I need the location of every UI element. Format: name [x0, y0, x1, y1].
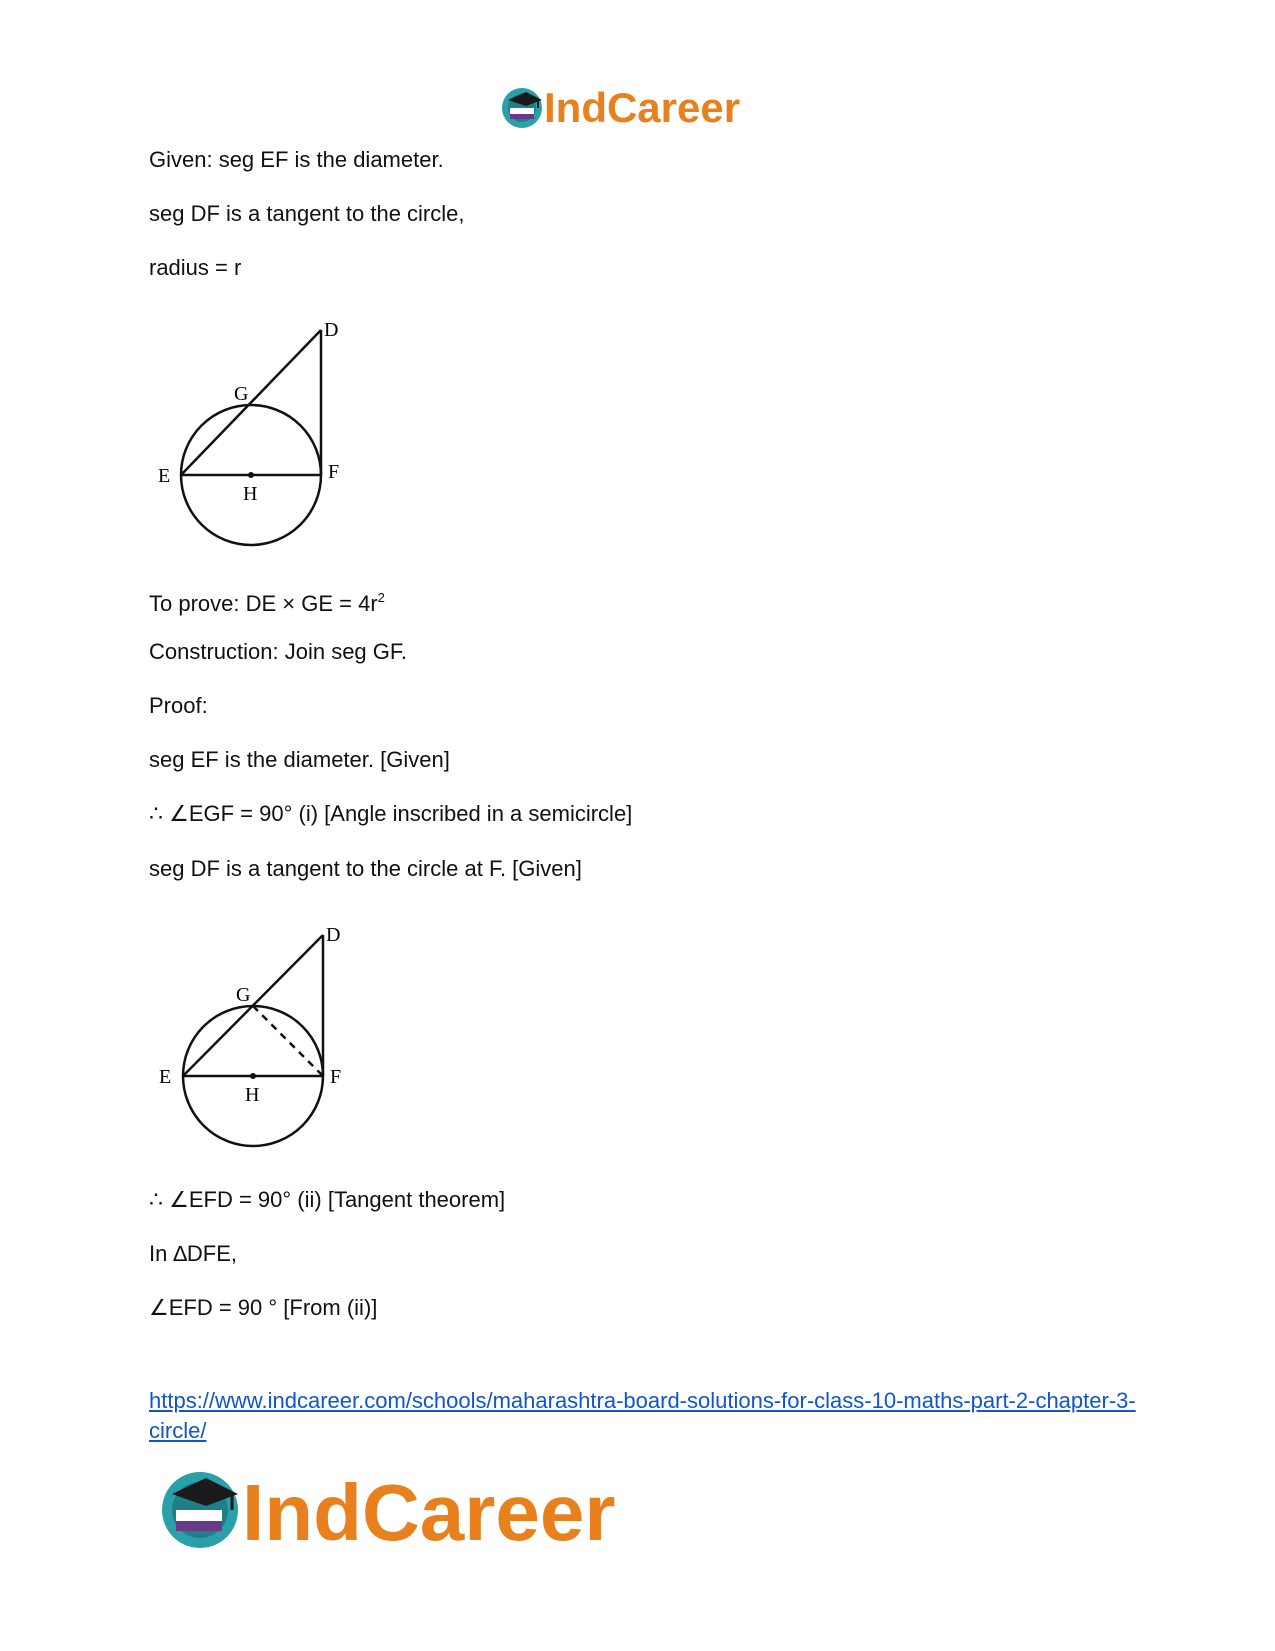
label-g: G — [236, 984, 251, 1006]
proof-step-1: seg EF is the diameter. [Given] — [149, 747, 450, 772]
proof-step-2: ∴ ∠EGF = 90° (i) [Angle inscribed in a semicircle] — [149, 801, 633, 826]
circle-figure-2 — [150, 915, 360, 1155]
given-line-3: radius = r — [149, 255, 242, 280]
to-prove-line — [149, 584, 385, 618]
label-d: D — [324, 319, 339, 341]
label-f: F — [328, 461, 340, 483]
logo-wordmark: IndCareer — [544, 84, 741, 131]
label-e: E — [159, 1066, 172, 1088]
proof-step-6: ∠EFD = 90 ° [From (ii)] — [149, 1295, 378, 1320]
center-point — [250, 1073, 256, 1079]
label-d: D — [326, 924, 341, 946]
label-f: F — [330, 1066, 342, 1088]
given-line-1: Given: seg EF is the diameter. — [149, 147, 444, 172]
center-point — [248, 472, 254, 478]
secant-ed — [181, 330, 321, 475]
construction-line: Construction: Join seg GF. — [149, 639, 408, 664]
to-prove-exponent: 2 — [377, 590, 385, 605]
indcareer-logo-bottom — [158, 1458, 718, 1558]
indcareer-logo-top — [500, 78, 800, 134]
label-h: H — [245, 1084, 260, 1106]
to-prove-text: To prove: DE × GE = 4r — [149, 591, 378, 616]
proof-heading: Proof: — [149, 693, 208, 718]
label-g: G — [234, 383, 249, 405]
circle-figure-1 — [150, 310, 360, 550]
proof-step-4: ∴ ∠EFD = 90° (ii) [Tangent theorem] — [149, 1187, 506, 1212]
label-e: E — [158, 465, 171, 487]
graduation-book-icon — [162, 1472, 238, 1548]
source-link[interactable]: https://www.indcareer.com/schools/maharashtra-board-solutions-for-class-10-maths-part-2-chapter-3-circle/ — [149, 1388, 1136, 1443]
logo-wordmark: IndCareer — [242, 1468, 616, 1557]
label-h: H — [243, 483, 258, 505]
given-line-2: seg DF is a tangent to the circle, — [149, 201, 465, 226]
proof-step-3: seg DF is a tangent to the circle at F. [Given] — [149, 856, 582, 881]
proof-step-5: In ∆DFE, — [149, 1241, 238, 1266]
graduation-book-icon — [502, 88, 542, 128]
